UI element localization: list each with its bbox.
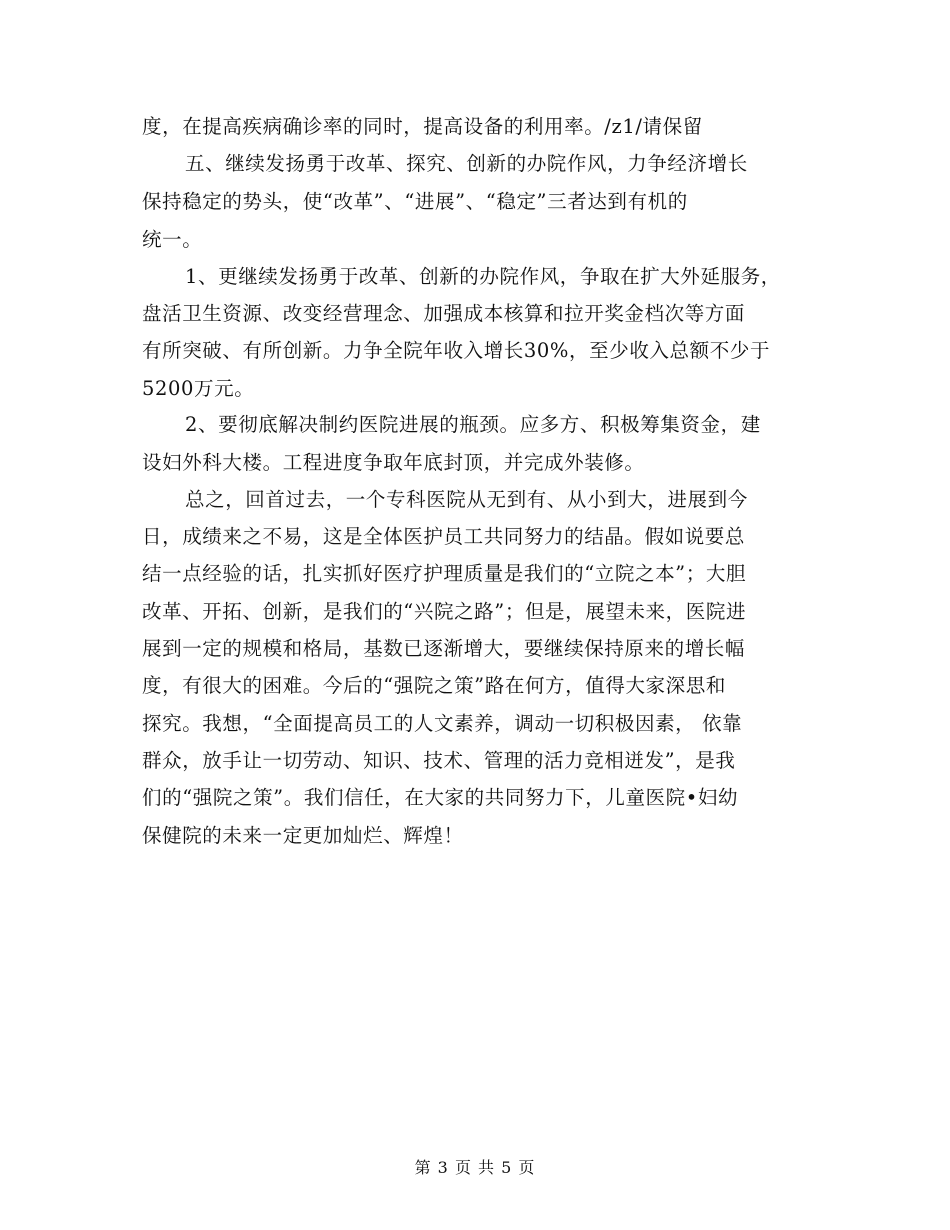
body-text-line: 们的“强院之策”。我们信任，在大家的共同努力下，儿童医院•妇幼	[142, 786, 739, 809]
body-text-line: 有所突破、有所创新。力争全院年收入增长30%，至少收入总额不少于	[142, 339, 771, 362]
body-text-line: 群众，放手让一切劳动、知识、技术、管理的活力竞相迸发”，是我	[142, 749, 736, 772]
body-text-line: 展到一定的规模和格局，基数已逐渐增大，要继续保持原来的增长幅	[142, 637, 746, 660]
list-item-line: 2、要彻底解决制约医院进展的瓶颈。应多方、积极筹集资金，建	[185, 413, 761, 436]
body-text-line: 保持稳定的势头，使“改革”、“进展”、“稳定”三者达到有机的	[142, 190, 688, 213]
body-text-line: 日，成绩来之不易，这是全体医护员工共同努力的结晶。假如说要总	[142, 525, 746, 548]
body-text-line: 保健院的未来一定更加灿烂、辉煌！	[142, 824, 464, 847]
body-text-line: 度，有很大的困难。今后的“强院之策”路在何方，值得大家深思和	[142, 674, 726, 697]
body-text-line: 结一点经验的话，扎实抓好医疗护理质量是我们的“立院之本”；大胆	[142, 562, 747, 585]
body-text-line: 探究。我想，“全面提高员工的人文素养，调动一切积极因素， 依靠	[142, 712, 743, 735]
body-text-line: 度，在提高疾病确诊率的同时，提高设备的利用率。/z1/请保留	[142, 115, 703, 138]
list-item-line: 1、更继续发扬勇于改革、创新的办院作风，争取在扩大外延服务，	[185, 265, 781, 288]
body-text-line: 设妇外科大楼。工程进度争取年底封顶，并完成外装修。	[142, 451, 645, 474]
body-text-line: 改革、开拓、创新，是我们的“兴院之路”；但是，展望未来，医院进	[142, 600, 747, 623]
paragraph-start-line: 总之，回首过去，一个专科医院从无到有、从小到大，进展到今	[185, 488, 748, 511]
page-number-footer: 第 3 页 共 5 页	[414, 1158, 536, 1177]
section-heading-line: 五、继续发扬勇于改革、探究、创新的办院作风，力争经济增长	[185, 152, 748, 175]
body-text-line: 盘活卫生资源、改变经营理念、加强成本核算和拉开奖金档次等方面	[142, 302, 746, 325]
body-text-line: 5200万元。	[142, 377, 255, 400]
body-text-line: 统一。	[142, 228, 203, 251]
